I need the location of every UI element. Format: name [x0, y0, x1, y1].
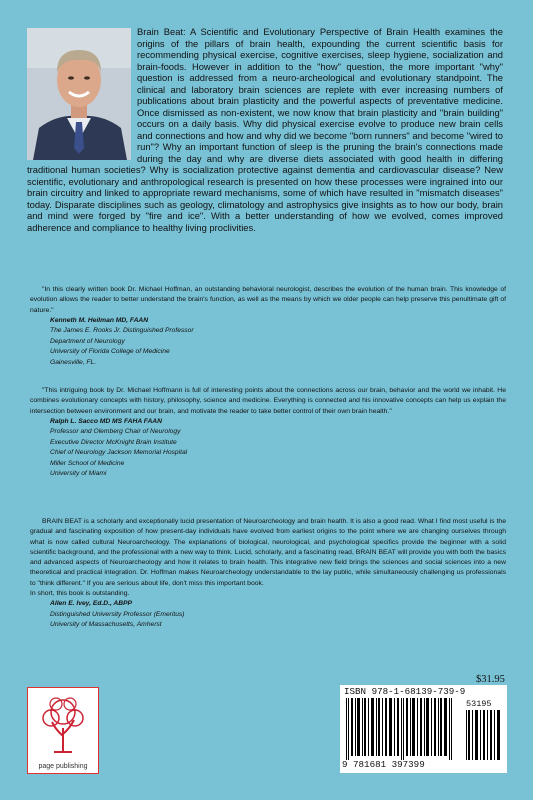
review-attribution [50, 417, 506, 479]
isbn-label: ISBN 978-1-68139-739-9 [344, 686, 466, 697]
reviewer-dept: Department of Neurology [50, 337, 125, 345]
reviewer-inst: University of Miami [50, 469, 107, 477]
isbn-barcode [340, 685, 507, 773]
review-closing: In short, this book is outstanding. [30, 590, 130, 598]
reviewer-name: Kenneth M. Heilman MD, FAAN [50, 316, 149, 324]
review-heilman [30, 285, 506, 368]
reviewer-inst: University of Florida College of Medicine [50, 348, 170, 356]
reviewer-title: The James E. Rooks Jr. Distinguished Professor [50, 327, 194, 335]
review-sacco [30, 386, 506, 479]
reviewer-name: Ralph L. Sacco MD MS FAHA FAAN [50, 417, 162, 425]
blurb-text: Brain Beat: A Scientific and Evolutionary Perspective of Brain Health examines the origins of the pillars of brain health, expounding the current scientific basis for recommending physical exercise, cognitive exercises, sleep hygiene, socialization and brain-foods. However in addition to the "how" question, the more important "why" question is addressed from a neuro-archeological and evolutionary standpoint. The clinical and laboratory brain sciences are replete with ever increasing numbers of publications about brain plasticity and the powerful aspects of preventative medicine. Once dismissed as non-existent, we now know that brain plasticity and "brain building" occurs on a daily basis. Why did physical exercise evolve to produce new brain cells and connections and how and why did we become "born runners" and become "wired to run"? Why an important function of sleep is the pruning the brain's connections made during the day and why are diverse diets associated with good health in differing traditional human societies? Why is socialization protective against dementia and cardiovascular disease? New scientific, evolutionary and anthropological research is presented on how these processes were ingrained into our brain circuitry and linked to appropriate reward mechanisms, some of which have resulted in "mismatch diseases" today. Disparate disciplines such as geology, climatology and astrophysics give insights as to how our body, brain and mind were forged by "fire and ice". With a better understanding of how we evolved, comes improved adherence and compliance to healthy living proclivities. [27, 26, 503, 233]
reviewer-school: Miller School of Medicine [50, 459, 125, 467]
review-attribution [50, 599, 506, 630]
reviewer-inst: University of Massachusetts, Amherst [50, 621, 162, 629]
tree-icon [28, 688, 98, 758]
review-attribution [50, 316, 506, 368]
price-addon-code: 53195 [466, 699, 492, 709]
review-quote: "In this clearly written book Dr. Michael Hoffman, an outstanding behavioral neurologist, describes the evolution of the human brain. This knowledge of evolution allows the reader to better understand the brain's function, as well as the means by which we older people can help preserve this penultimate gift of nature." [30, 286, 506, 314]
reviewer-title: Professor and Olemberg Chair of Neurology [50, 428, 181, 436]
reviewer-role: Executive Director McKnight Brain Institute [50, 438, 177, 446]
reviewer-name: Allen E. Ivey, Ed.D., ABPP [50, 600, 133, 608]
review-quote: "This intriguing book by Dr. Michael Hoffmann is full of interesting points about the connections across our brain, behavior and the world we inhabit. He combines evolutionary concepts with history, philosophy, science and medicine. Everything is connected and his innovative concepts can help us explain the intersection between environment and our brain, and motivate the reader to take better control of their own brain health." [30, 387, 506, 415]
review-ivey [30, 517, 506, 631]
publisher-name: page publishing [38, 763, 88, 770]
reviewer-title: Distinguished University Professor (Emeritus) [50, 610, 185, 618]
back-cover-blurb [27, 26, 503, 233]
reviewer-role-2: Chief of Neurology Jackson Memorial Hospital [50, 449, 188, 457]
reviewer-location: Gainesville, FL. [50, 358, 97, 366]
review-quote: BRAIN BEAT is a scholarly and exceptionally lucid presentation of Neuroarcheology and brain health. It is also a good read. What I find most useful is the gradual and fascinating exposition of how present-day individuals have evolved from earliest origins to the point where we are changing ourselves through what is now called cultural Neuroarcheology. The explanations of biological, neurological, and psychological specifics provide the beginner with a solid scientific background, and the professional with a new way to think. Lucid, scholarly, and a fascinating read, BRAIN BEAT will provide you with both the basics and advanced aspects of Neuroarcheology and how it relates to brain health. This integrative new field brings the sciences and social sciences into a new theoretical and practical integration. Dr. Hoffman makes Neuroarcheology understandable to the lay public, while simultaneously challenging us professionals to "think different." If you are serious about life, don't miss this important book. [30, 518, 506, 587]
publisher-logo [27, 687, 99, 774]
barcode-digits: 9 781681 397399 [342, 759, 425, 770]
price-label: $31.95 [476, 674, 505, 685]
